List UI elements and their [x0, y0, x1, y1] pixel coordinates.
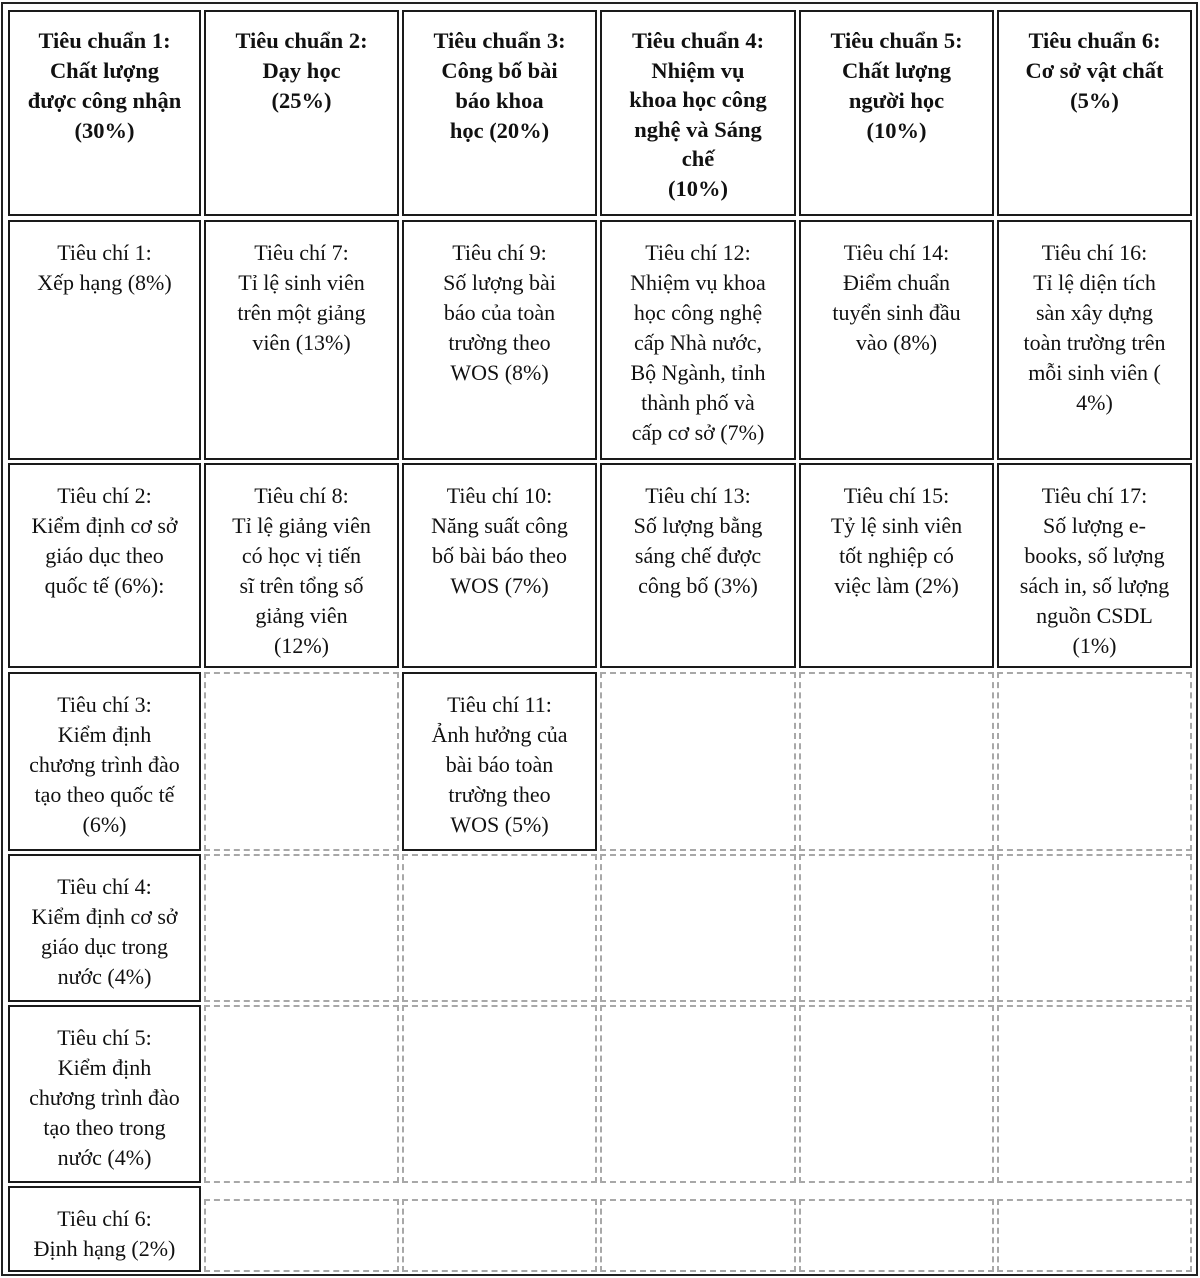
criterion-line: Tiêu chí 9: [452, 240, 547, 265]
criterion-1 [8, 220, 201, 460]
criterion-line: giáo dục theo [45, 543, 164, 568]
empty-cell [402, 854, 597, 1002]
criterion-7 [204, 220, 399, 460]
criterion-line: Tiêu chí 15: [843, 483, 950, 508]
criterion-12 [600, 220, 796, 460]
criterion-line: trên một giảng [237, 300, 366, 325]
criterion-line: Xếp hạng (8%) [37, 270, 172, 295]
criterion-line: cấp Nhà nước, [633, 330, 762, 355]
header-line: Tiêu chuẩn 1: [38, 28, 171, 53]
criterion-9 [402, 220, 597, 460]
header-line: Tiêu chuẩn 3: [433, 28, 566, 53]
criterion-line: Số lượng bằng [633, 513, 763, 538]
criterion-line: Tiêu chí 8: [254, 483, 349, 508]
criterion-line: viên (13%) [252, 330, 351, 355]
criterion-line: Tiêu chí 3: [57, 692, 152, 717]
criterion-line: (1%) [1072, 633, 1117, 658]
criterion-6 [8, 1186, 201, 1272]
header-line: Dạy học [262, 58, 341, 83]
criterion-line: 4%) [1076, 390, 1113, 415]
criterion-line: việc làm (2%) [834, 573, 959, 598]
empty-cell [600, 854, 796, 1002]
criterion-line: tốt nghiệp có [839, 543, 954, 568]
criterion-line: sáng chế được [634, 543, 762, 568]
criterion-14 [799, 220, 994, 460]
header-line: Nhiệm vụ [651, 57, 745, 83]
criterion-2 [8, 463, 201, 668]
criterion-15 [799, 463, 994, 668]
criterion-line: Bộ Ngành, tỉnh [630, 360, 766, 385]
criterion-line: Tỉ lệ diện tích [1033, 270, 1156, 295]
empty-cell [799, 672, 994, 851]
empty-cell [204, 1199, 399, 1272]
criterion-line: Số lượng bài [443, 270, 556, 295]
header-standard-3 [402, 10, 597, 216]
header-line: nghệ và Sáng [634, 116, 762, 142]
criterion-line: Điểm chuẩn [843, 270, 950, 295]
criterion-line: WOS (7%) [450, 573, 549, 598]
criterion-line: quốc tế (6%): [44, 573, 165, 598]
criterion-line: Tỉ lệ sinh viên [238, 270, 365, 295]
criterion-line: tạo theo trong [43, 1115, 166, 1140]
criterion-line: trường theo [448, 330, 551, 355]
criterion-line: Định hạng (2%) [33, 1236, 176, 1261]
header-standard-5 [799, 10, 994, 216]
empty-cell [997, 672, 1192, 851]
criterion-line: Tiêu chí 7: [254, 240, 349, 265]
criterion-line: Tiêu chí 4: [57, 874, 152, 899]
header-line: (5%) [1070, 88, 1119, 113]
header-line: người học [848, 88, 945, 113]
criterion-10 [402, 463, 597, 668]
empty-cell [402, 1199, 597, 1272]
criterion-line: mỗi sinh viên ( [1028, 360, 1161, 385]
criterion-line: thành phố và [641, 390, 755, 415]
empty-cell [600, 1199, 796, 1272]
empty-cell [402, 1005, 597, 1183]
criterion-line: (6%) [82, 812, 127, 837]
criterion-line: Tiêu chí 10: [446, 483, 553, 508]
header-line: (10%) [866, 118, 927, 143]
criterion-line: Tiêu chí 17: [1041, 483, 1148, 508]
criterion-line: Tiêu chí 14: [843, 240, 950, 265]
header-line: Tiêu chuẩn 2: [235, 28, 368, 53]
criterion-8 [204, 463, 399, 668]
criterion-line: sĩ trên tổng số [239, 573, 364, 598]
criterion-line: chương trình đào [29, 752, 180, 777]
criterion-line: Kiểm định [57, 722, 152, 747]
criterion-3 [8, 672, 201, 851]
criterion-line: tuyển sinh đầu [832, 300, 961, 325]
criterion-line: giáo dục trong [40, 934, 169, 959]
criterion-line: báo của toàn [443, 300, 556, 325]
criterion-line: nước (4%) [57, 1145, 152, 1170]
criterion-line: tạo theo quốc tế [34, 782, 175, 807]
header-line: được công nhận [27, 88, 182, 113]
criterion-line: sách in, số lượng [1019, 573, 1170, 598]
criterion-16 [997, 220, 1192, 460]
criterion-line: chương trình đào [29, 1085, 180, 1110]
criterion-line: Tiêu chí 16: [1041, 240, 1148, 265]
header-line: Tiêu chuẩn 6: [1028, 28, 1161, 53]
criterion-line: vào (8%) [855, 330, 938, 355]
criterion-line: Tiêu chí 13: [645, 483, 751, 508]
empty-cell [799, 1199, 994, 1272]
empty-cell [204, 1005, 399, 1183]
criterion-line: Kiểm định cơ sở [31, 904, 178, 929]
header-standard-6 [997, 10, 1192, 216]
criterion-line: Tiêu chí 11: [447, 692, 552, 717]
criterion-line: bố bài báo theo [431, 543, 568, 568]
empty-cell [799, 854, 994, 1002]
criterion-line: Tỉ lệ giảng viên [232, 513, 371, 538]
header-line: (25%) [271, 88, 332, 113]
criterion-line: WOS (5%) [450, 812, 549, 837]
criterion-line: Tiêu chí 1: [57, 240, 152, 265]
header-line: (10%) [668, 175, 728, 201]
criterion-line: công bố (3%) [638, 573, 758, 598]
criterion-17 [997, 463, 1192, 668]
header-line: Tiêu chuẩn 5: [830, 28, 963, 53]
criterion-line: toàn trường trên [1023, 330, 1166, 355]
criterion-5 [8, 1005, 201, 1183]
header-line: Chất lượng [49, 58, 160, 83]
criterion-line: trường theo [448, 782, 551, 807]
criterion-line: WOS (8%) [450, 360, 549, 385]
header-standard-4 [600, 10, 796, 216]
empty-cell [997, 1005, 1192, 1183]
criterion-line: Tiêu chí 2: [57, 483, 152, 508]
criterion-line: Năng suất công [431, 513, 568, 538]
criterion-line: books, số lượng [1024, 543, 1165, 568]
header-line: (30%) [74, 118, 135, 143]
criterion-line: có học vị tiến [241, 543, 362, 568]
criterion-line: nguồn CSDL [1036, 603, 1153, 628]
criterion-line: Kiểm định [57, 1055, 152, 1080]
header-line: khoa học công [629, 87, 767, 112]
criterion-line: Tỷ lệ sinh viên [830, 513, 963, 538]
criteria-table [1, 2, 1198, 1276]
empty-cell [997, 1199, 1192, 1272]
empty-cell [997, 854, 1192, 1002]
criterion-line: (12%) [274, 633, 329, 658]
criterion-line: nước (4%) [57, 964, 152, 989]
criterion-line: cấp cơ sở (7%) [631, 420, 765, 445]
criterion-line: Tiêu chí 12: [645, 240, 751, 265]
header-standard-2 [204, 10, 399, 216]
empty-cell [204, 854, 399, 1002]
criterion-line: Kiểm định cơ sở [31, 513, 178, 538]
criterion-11 [402, 672, 597, 851]
criterion-line: bài báo toàn [445, 752, 554, 777]
criterion-line: Ảnh hưởng của [431, 722, 568, 747]
criterion-4 [8, 854, 201, 1002]
header-line: Chất lượng [841, 58, 952, 83]
criterion-line: Nhiệm vụ khoa [630, 270, 766, 295]
empty-cell [204, 672, 399, 851]
empty-cell [600, 1005, 796, 1183]
empty-cell [799, 1005, 994, 1183]
criterion-line: học công nghệ [633, 300, 763, 325]
header-line: Công bố bài [441, 58, 558, 83]
criterion-line: giảng viên [255, 603, 348, 628]
header-line: Tiêu chuẩn 4: [631, 28, 765, 53]
criterion-line: Tiêu chí 6: [57, 1206, 152, 1231]
header-line: học (20%) [449, 118, 550, 143]
header-line: chế [681, 146, 715, 171]
header-standard-1 [8, 10, 201, 216]
header-line: Cơ sở vật chất [1025, 58, 1164, 83]
criterion-13 [600, 463, 796, 668]
criterion-line: sàn xây dựng [1035, 300, 1153, 325]
criterion-line: Số lượng e- [1043, 513, 1146, 538]
header-line: báo khoa [455, 88, 544, 113]
criterion-line: Tiêu chí 5: [57, 1025, 152, 1050]
empty-cell [600, 672, 796, 851]
